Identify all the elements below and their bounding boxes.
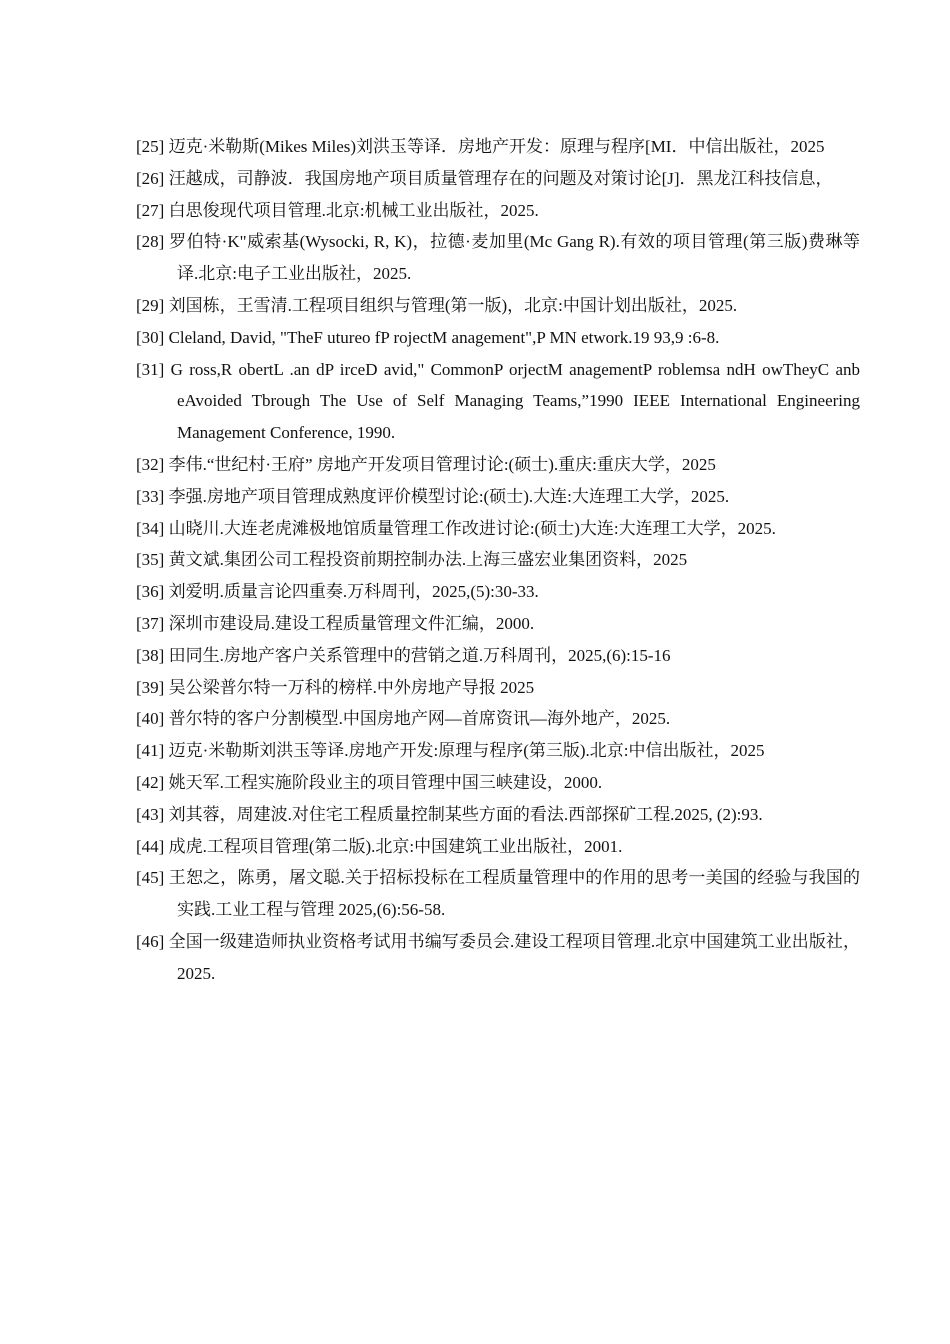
reference-item [136,163,860,195]
reference-text: 普尔特的客户分割模型.中国房地产网—首席资讯—海外地产，2025. [168,709,671,729]
reference-item [136,449,860,481]
reference-number: [46] [136,931,165,951]
reference-number: [38] [136,645,165,665]
reference-number: [36] [136,582,165,602]
reference-number: [37] [136,613,165,633]
reference-text: 刘爱明.质量言论四重奏.万科周刊，2025,(5):30-33. [168,582,539,602]
reference-text: 罗伯特·K"威索基(Wysocki, R, K)，拉德·麦加里(Mc Gang R).有效的项目管理(第三版)费琳等译.北京:电子工业出版社，2025. [169,232,860,284]
reference-number: [29] [136,295,165,315]
reference-item [136,926,860,990]
reference-number: [43] [136,804,165,824]
reference-text: Cleland, David, "TheF utureo fP rojectM anagement",P MN etwork.19 93,9 :6-8. [168,327,720,347]
reference-number: [25] [136,137,165,156]
reference-item [136,735,860,767]
reference-text: 全国一级建造师执业资格考试用书编写委员会.建设工程项目管理.北京中国建筑工业出版社，2025. [168,931,861,983]
reference-list [136,131,860,990]
reference-item [136,226,860,290]
reference-text: 黄文斌.集团公司工程投资前期控制办法.上海三盛宏业集团资料，2025 [168,550,688,570]
reference-text: 姚天军.工程实施阶段业主的项目管理中国三峡建设，2000. [168,772,603,792]
reference-number: [28] [136,232,165,252]
reference-item [136,576,860,608]
reference-number: [45] [136,868,165,888]
reference-item [136,831,860,863]
reference-item [136,640,860,672]
reference-item [136,481,860,513]
reference-item [136,862,860,926]
reference-number: [26] [136,168,165,188]
reference-item [136,354,860,449]
reference-item [136,799,860,831]
reference-number: [42] [136,772,165,792]
reference-item [136,703,860,735]
reference-item [136,290,860,322]
reference-number: [39] [136,677,165,697]
reference-number: [34] [136,518,165,538]
reference-item [136,322,860,354]
reference-text: 深圳市建设局.建设工程质量管理文件汇编，2000. [168,613,535,633]
reference-item [136,513,860,545]
reference-item [136,195,860,227]
reference-number: [41] [136,741,165,761]
reference-number: [40] [136,709,165,729]
reference-number: [44] [136,836,165,856]
reference-text: 李强.房地产项目管理成熟度评价模型讨论:(硕士).大连:大连理工大学，2025. [168,486,730,506]
reference-item [136,767,860,799]
reference-item [136,131,860,163]
reference-text: 刘国栋，王雪清.工程项目组织与管理(第一版)，北京:中国计划出版社，2025. [168,295,738,315]
reference-item [136,672,860,704]
reference-text: 山晓川.大连老虎滩极地馆质量管理工作改进讨论:(硕士)大连:大连理工大学，2025. [168,518,776,538]
reference-text: 刘其蓉，周建波.对住宅工程质量控制某些方面的看法.西部探矿工程.2025, (2):93. [168,804,763,824]
reference-number: [30] [136,327,165,347]
reference-text: 李伟.“世纪村·王府” 房地产开发项目管理讨论:(硕士).重庆:重庆大学，2025 [168,454,716,474]
reference-number: [27] [136,200,165,220]
reference-text: G ross,R obertL .an dP irceD avid," CommonP orjectM anagementP roblemsa ndH owTheyC anb eAvoided Tbrough The Use of Self Managing Teams,”1990 IEEE International Engineering Management Conference, 1990. [170,359,861,443]
reference-text: 田同生.房地产客户关系管理中的营销之道.万科周刊，2025,(6):15-16 [168,645,671,665]
reference-text: 汪越成，司静波．我国房地产项目质量管理存在的问题及对策讨论[J]．黑龙江科技信息， [168,168,833,188]
reference-number: [35] [136,550,165,570]
reference-text: 王恕之，陈勇，屠文聪.关于招标投标在工程质量管理中的作用的思考一美国的经验与我国的实践.工业工程与管理 2025,(6):56-58. [168,868,861,920]
reference-item [136,544,860,576]
reference-text: 迈克·米勒斯刘洪玉等译.房地产开发:原理与程序(第三版).北京:中信出版社，2025 [168,741,765,761]
reference-item [136,608,860,640]
reference-number: [33] [136,486,165,506]
reference-text: 迈克·米勒斯(Mikes Miles)刘洪玉等译．房地产开发：原理与程序[MI．中信出版社，2025 [168,137,825,156]
reference-number: [31] [136,359,165,379]
reference-text: 成虎.工程项目管理(第二版).北京:中国建筑工业出版社，2001. [168,836,623,856]
reference-number: [32] [136,454,165,474]
reference-text: 白思俊现代项目管理.北京:机械工业出版社，2025. [168,200,539,220]
reference-text: 吴公梁普尔特一万科的榜样.中外房地产导报 2025 [168,677,535,697]
